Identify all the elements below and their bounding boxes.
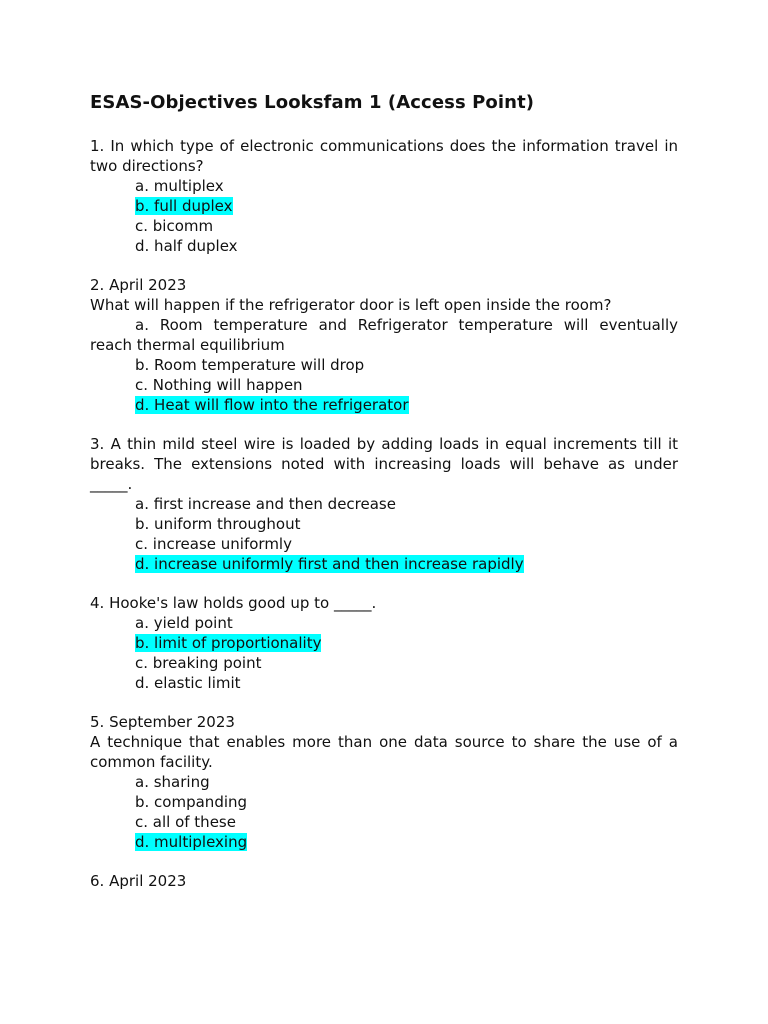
answer-option	[90, 514, 678, 534]
question-text: A technique that enables more than one data source to share the use of a common facility.	[90, 733, 678, 771]
correct-answer-highlight: d. increase uniformly first and then increase rapidly	[135, 555, 524, 573]
answer-option-text: a. yield point	[135, 614, 233, 632]
answer-option	[90, 315, 678, 355]
answer-option-text: a. first increase and then decrease	[135, 495, 396, 513]
answer-option	[90, 216, 678, 236]
question-list	[90, 136, 678, 891]
answer-option	[90, 613, 678, 633]
answer-option	[90, 554, 678, 574]
answer-option-text: a. sharing	[135, 773, 210, 791]
answer-option-text: c. increase uniformly	[135, 535, 292, 553]
answer-option	[90, 673, 678, 693]
answer-option-text: a. multiplex	[135, 177, 224, 195]
answer-options	[90, 772, 678, 852]
question-meta: 2. April 2023	[90, 276, 187, 294]
answer-option-text: c. Nothing will happen	[135, 376, 303, 394]
answer-option	[90, 792, 678, 812]
answer-option-text: d. half duplex	[135, 237, 238, 255]
question-meta: 6. April 2023	[90, 872, 187, 890]
answer-option-text: c. breaking point	[135, 654, 262, 672]
answer-option	[90, 355, 678, 375]
correct-answer-highlight: d. Heat will flow into the refrigerator	[135, 396, 409, 414]
answer-option	[90, 772, 678, 792]
answer-option	[90, 653, 678, 673]
question-item	[90, 136, 678, 256]
answer-option-text: d. elastic limit	[135, 674, 241, 692]
answer-option	[90, 812, 678, 832]
answer-option-text: c. all of these	[135, 813, 236, 831]
answer-option	[90, 176, 678, 196]
question-text: What will happen if the refrigerator door is left open inside the room?	[90, 296, 612, 314]
answer-option	[90, 633, 678, 653]
question-item	[90, 712, 678, 852]
question-text: 1. In which type of electronic communications does the information travel in two directions?	[90, 137, 678, 175]
document-title: ESAS-Objectives Looksfam 1 (Access Point)	[90, 92, 535, 113]
answer-option	[90, 375, 678, 395]
question-item	[90, 434, 678, 574]
answer-option-text: b. companding	[135, 793, 248, 811]
question-item	[90, 871, 678, 891]
question-item	[90, 593, 678, 693]
question-text: 3. A thin mild steel wire is loaded by adding loads in equal increments till it breaks. The extensions noted with increasing loads will behave as under _____.	[90, 435, 678, 493]
answer-option-text: b. uniform throughout	[135, 515, 301, 533]
answer-options	[90, 494, 678, 574]
answer-options	[90, 176, 678, 256]
question-meta: 5. September 2023	[90, 713, 235, 731]
answer-option	[90, 832, 678, 852]
answer-options	[90, 613, 678, 693]
correct-answer-highlight: d. multiplexing	[135, 833, 248, 851]
answer-option-text: c. bicomm	[135, 217, 214, 235]
answer-option-text: b. Room temperature will drop	[135, 356, 365, 374]
answer-option-text: a. Room temperature and Refrigerator temperature will eventually reach thermal equilibrium	[90, 316, 678, 354]
answer-option	[90, 196, 678, 216]
answer-option	[90, 236, 678, 256]
answer-option	[90, 494, 678, 514]
question-text: 4. Hooke's law holds good up to _____.	[90, 594, 377, 612]
correct-answer-highlight: b. limit of proportionality	[135, 634, 322, 652]
correct-answer-highlight: b. full duplex	[135, 197, 233, 215]
answer-option	[90, 395, 678, 415]
document-page	[90, 90, 678, 910]
answer-option	[90, 534, 678, 554]
answer-options	[90, 315, 678, 415]
question-item	[90, 275, 678, 415]
